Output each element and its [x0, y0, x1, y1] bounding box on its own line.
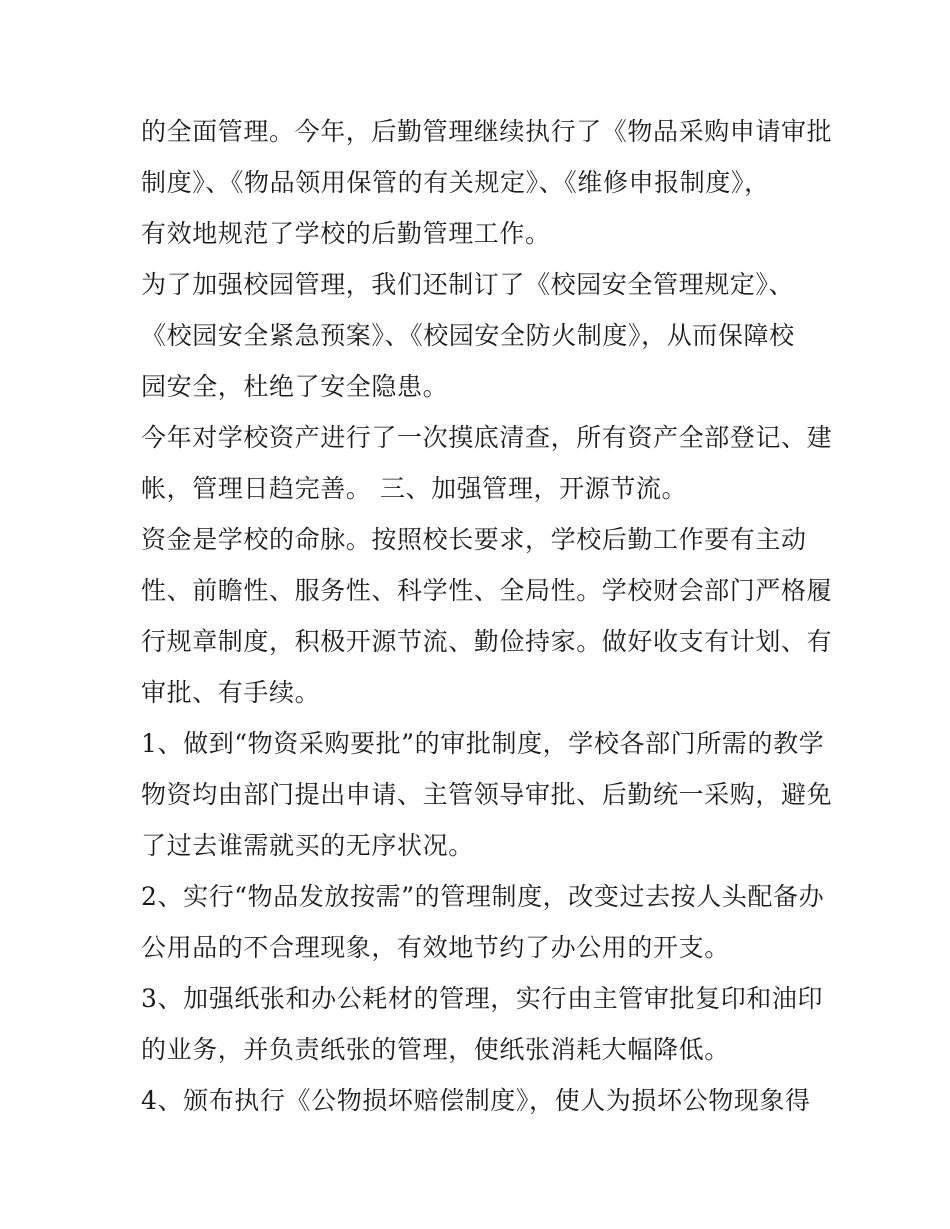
text-line: 4、颁布执行《公物损坏赔偿制度》，使人为损坏公物现象得: [141, 1086, 811, 1115]
text-line: 性、前瞻性、服务性、科学性、全局性。学校财会部门严格履: [141, 576, 833, 605]
text-line: 今年对学校资产进行了一次摸底清查，所有资产全部登记、建: [141, 423, 833, 452]
document-body: [141, 106, 833, 1126]
text-line: 1、做到“物资采购要批”的审批制度，学校各部门所需的教学: [141, 729, 825, 758]
text-line: 了过去谁需就买的无序状况。: [141, 831, 474, 860]
text-line: 3、加强纸张和办公耗材的管理，实行由主管审批复印和油印: [141, 984, 824, 1013]
text-line: 帐，管理日趋完善。 三、加强管理，开源节流。: [141, 474, 688, 503]
text-line: 为了加强校园管理，我们还制订了《校园安全管理规定》、: [141, 270, 795, 299]
text-line: 《校园安全紧急预案》、《校园安全防火制度》，从而保障校: [141, 321, 795, 350]
text-line: 审批、有手续。: [141, 678, 321, 707]
text-line: 的全面管理。今年，后勤管理继续执行了《物品采购申请审批: [141, 117, 833, 146]
text-line: 园安全，杜绝了安全隐患。: [141, 372, 449, 401]
text-line: 2、实行“物品发放按需”的管理制度，改变过去按人头配备办: [141, 882, 825, 911]
text-line: 公用品的不合理现象，有效地节约了办公用的开支。: [141, 933, 730, 962]
text-line: 制度》、《物品领用保管的有关规定》、《维修申报制度》，: [141, 168, 770, 197]
text-line: 有效地规范了学校的后勤管理工作。: [141, 219, 551, 248]
text-line: 资金是学校的命脉。按照校长要求，学校后勤工作要有主动: [141, 525, 807, 554]
text-line: 行规章制度，积极开源节流、勤俭持家。做好收支有计划、有: [141, 627, 833, 656]
text-line: 物资均由部门提出申请、主管领导审批、后勤统一采购，避免: [141, 780, 833, 809]
text-line: 的业务，并负责纸张的管理，使纸张消耗大幅降低。: [141, 1035, 730, 1064]
